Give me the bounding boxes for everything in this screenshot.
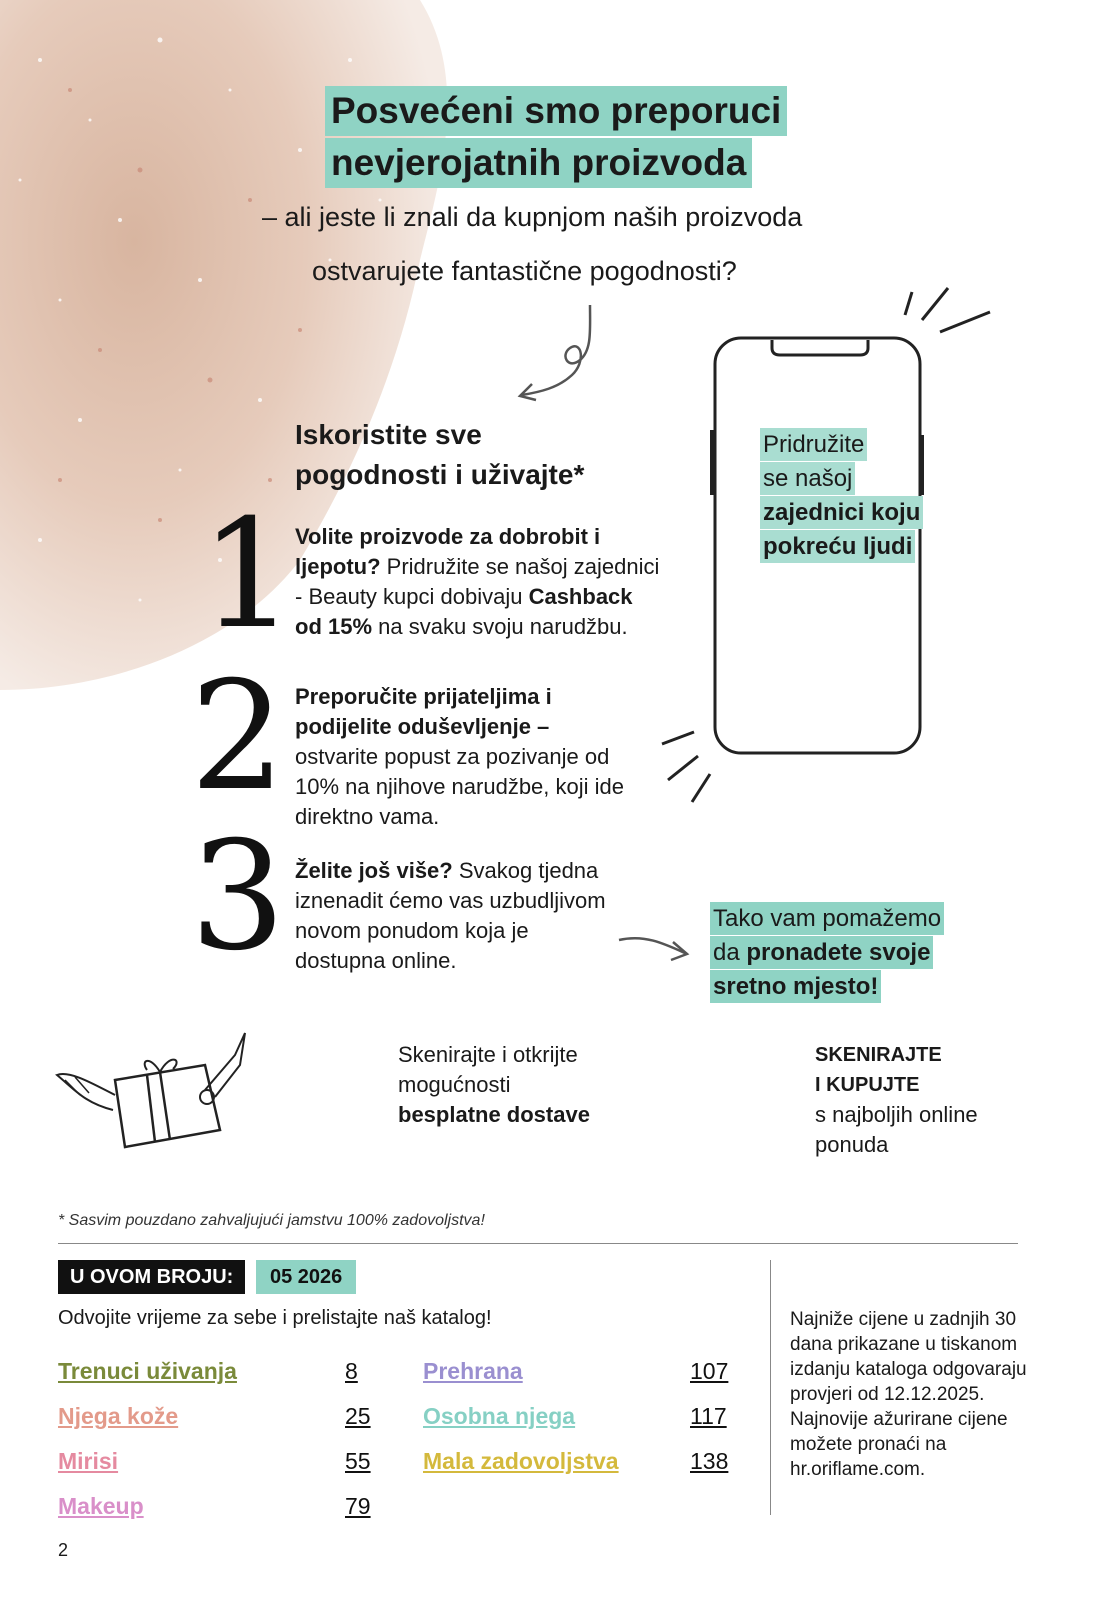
- scan-buy-bold-2: I KUPUJTE: [815, 1074, 920, 1096]
- divider: [58, 1243, 1018, 1244]
- headline: [325, 86, 787, 190]
- toc-page-trenuci-uzivanja[interactable]: 8: [345, 1358, 358, 1384]
- step-number-1: 1: [200, 488, 296, 662]
- arrow-right-icon: [615, 930, 695, 970]
- page-number: 2: [58, 1540, 69, 1560]
- curly-arrow-icon: [510, 300, 610, 410]
- section-title-line-2: pogodnosti i uživajte*: [295, 459, 585, 490]
- toc-link-prehrana[interactable]: Prehrana: [423, 1358, 523, 1384]
- toc-page-prehrana[interactable]: 107: [690, 1358, 729, 1384]
- callout-line-2: [710, 936, 933, 969]
- step-1-bold: Volite proizvode za dobrobit i ljepotu?: [295, 524, 601, 579]
- scan-free-shipping: [398, 1040, 628, 1130]
- issue-label: U OVOM BROJU:: [58, 1260, 245, 1294]
- toc-page-mala-zadovoljstva[interactable]: 138: [690, 1448, 729, 1474]
- toc-page-mirisi[interactable]: 55: [345, 1448, 371, 1474]
- footnote: * Sasvim pouzdano zahvaljujući jamstvu 100% zadovoljstva!: [58, 1212, 485, 1229]
- price-note: Najniže cijene u zadnjih 30 dana prikazane u tiskanom izdanju kataloga odgovaraju provjeri od 12.12.2025. Najnovije ažurirane cijene možete pronaći na hr.oriflame.com.: [790, 1309, 1027, 1480]
- step-number-2: 2: [190, 650, 286, 824]
- toc-link-mirisi[interactable]: Mirisi: [58, 1448, 119, 1474]
- toc-link-makeup[interactable]: Makeup: [58, 1493, 144, 1519]
- scan-shipping-bold: besplatne dostave: [398, 1102, 590, 1127]
- issue-number: 05 2026: [256, 1260, 356, 1294]
- scan-and-buy: [815, 1040, 1035, 1160]
- callout-line-1: Tako vam pomažemo: [710, 902, 944, 935]
- toc-page-njega-koze[interactable]: 25: [345, 1403, 371, 1429]
- toc-page-osobna-njega[interactable]: 117: [690, 1403, 727, 1429]
- step-2-body: ostvarite popust za pozivanje od 10% na njihove narudžbe, koji ide direktno vama.: [295, 744, 625, 829]
- callout-line-2-plain: da: [713, 939, 747, 966]
- step-2-text: [295, 682, 625, 832]
- headline-line-1: Posvećeni smo preporuci: [325, 86, 787, 136]
- winged-gift-icon: [55, 1025, 255, 1160]
- callout-line-3: sretno mjesto!: [710, 970, 881, 1003]
- vertical-divider: [770, 1260, 771, 1515]
- section-title-line-1: Iskoristite sve: [295, 419, 482, 450]
- toc-link-njega-koze[interactable]: Njega kože: [58, 1403, 179, 1429]
- callout-line-2-bold: pronadete svoje: [746, 939, 931, 966]
- toc-link-osobna-njega[interactable]: Osobna njega: [423, 1403, 576, 1429]
- step-1-cashback: Cashback od 15%: [295, 584, 633, 639]
- phone-screen-text: [760, 428, 940, 564]
- issue-intro: Odvojite vrijeme za sebe i prelistajte naš katalog!: [58, 1307, 492, 1329]
- phone-line-4: pokreću ljudi: [760, 530, 915, 563]
- step-1-body-end: na svaku svoju narudžbu.: [372, 614, 628, 639]
- scan-buy-bold-1: SKENIRAJTE: [815, 1044, 942, 1066]
- step-1-text: [295, 522, 665, 642]
- step-number-3: 3: [190, 810, 286, 984]
- toc-link-mala-zadovoljstva[interactable]: Mala zadovoljstva: [423, 1448, 619, 1474]
- phone-line-3: zajednici koju: [760, 496, 923, 529]
- step-3-text: [295, 856, 625, 976]
- phone-line-2: se našoj: [760, 462, 855, 495]
- toc-link-trenuci-uzivanja[interactable]: Trenuci uživanja: [58, 1358, 237, 1384]
- callout: [710, 902, 944, 1004]
- step-1-body: Pridružite se našoj zajednici - Beauty kupci dobivaju: [295, 554, 660, 609]
- scan-buy-text: s najboljih online ponuda: [815, 1102, 978, 1157]
- section-title: [295, 415, 675, 495]
- scan-shipping-text: Skenirajte i otkrijte mogućnosti: [398, 1042, 578, 1097]
- step-3-body: Svakog tjedna iznenadit ćemo vas uzbudljivom novom ponudom koja je dostupna online.: [295, 858, 606, 973]
- headline-line-2: nevjerojatnih proizvoda: [325, 138, 752, 188]
- step-3-bold: Želite još više?: [295, 858, 453, 883]
- toc-page-makeup[interactable]: 79: [345, 1493, 371, 1519]
- step-2-bold: Preporučite prijateljima i podijelite oduševljenje –: [295, 684, 552, 739]
- subheadline-line-1: – ali jeste li znali da kupnjom naših proizvoda: [262, 202, 803, 232]
- phone-line-1: Pridružite: [760, 428, 867, 461]
- subheadline-line-2: ostvarujete fantastične pogodnosti?: [312, 256, 737, 286]
